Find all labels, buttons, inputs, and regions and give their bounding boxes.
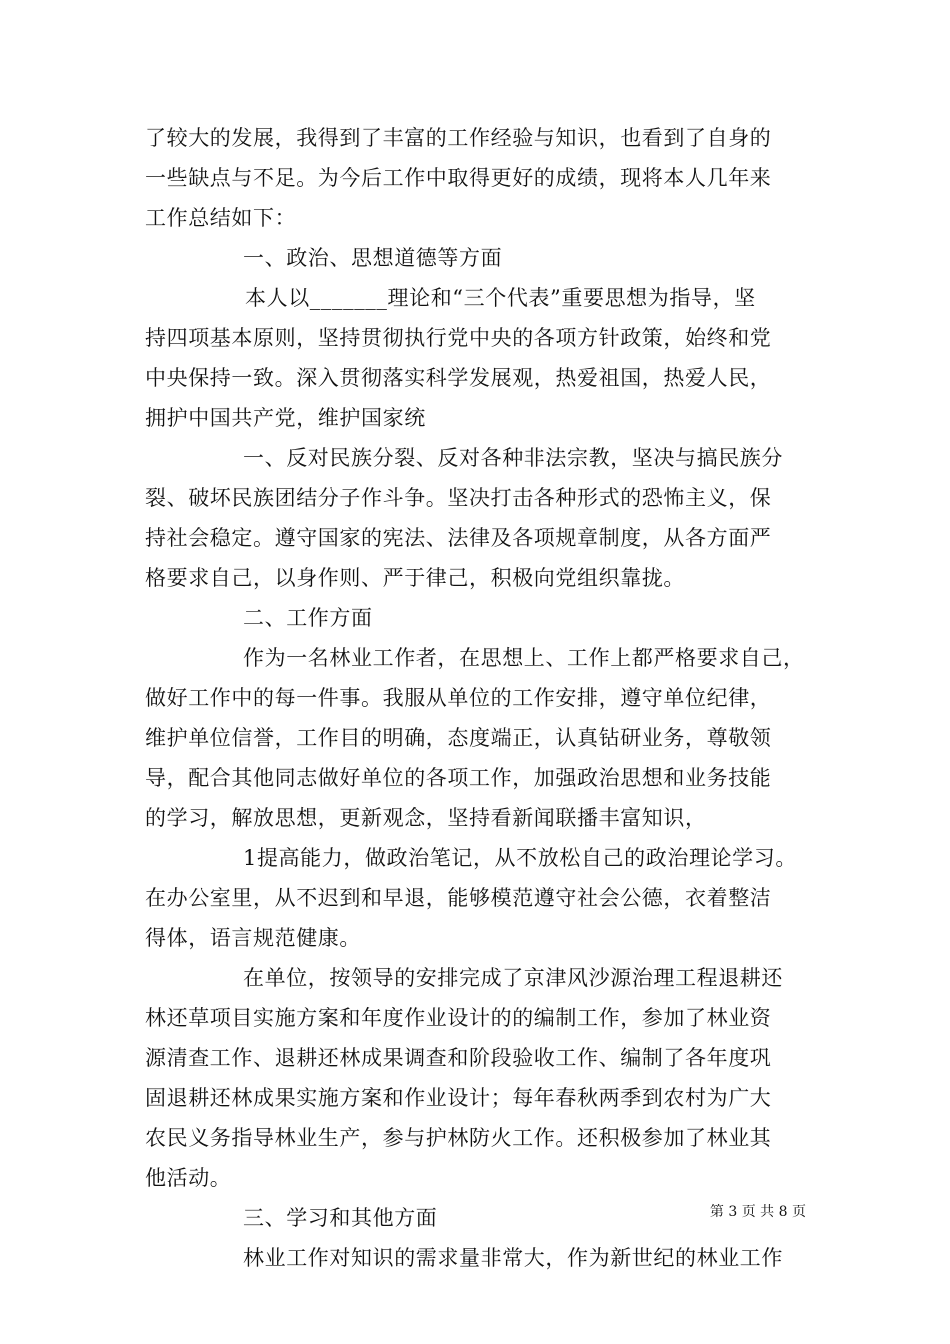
text-line-15: 做好工作中的每一件事。我服从单位的工作安排，遵守单位纪律， xyxy=(145,686,772,710)
text-line-16: 维护单位信誉，工作目的明确，态度端正，认真钻研业务，尊敬领 xyxy=(145,726,772,750)
text-line-12: 格要求自己，以身作则、严于律己，积极向党组织靠拢。 xyxy=(145,566,685,590)
text-line-29: 林业工作对知识的需求量非常大，作为新世纪的林业工作 xyxy=(243,1246,783,1270)
text-line-11: 持社会稳定。遵守国家的宪法、法律及各项规章制度，从各方面严 xyxy=(145,526,772,550)
text-line-6: 持四项基本原则，坚持贯彻执行党中央的各项方针政策，始终和党 xyxy=(145,326,772,350)
text-line-1: 了较大的发展，我得到了丰富的工作经验与知识，也看到了自身的 xyxy=(145,126,772,150)
text-line-7: 中央保持一致。深入贯彻落实科学发展观，热爱祖国，热爱人民， xyxy=(145,366,772,390)
text-line-23: 林还草项目实施方案和年度作业设计的的编制工作，参加了林业资 xyxy=(145,1006,772,1030)
text-line-10: 裂、破坏民族团结分子作斗争。坚决打击各种形式的恐怖主义，保 xyxy=(145,486,772,510)
section-heading-study: 三、学习和其他方面 xyxy=(243,1206,438,1230)
text-line-26: 农民义务指导林业生产，参与护林防火工作。还积极参加了林业其 xyxy=(145,1126,772,1150)
text-line-3: 工作总结如下： xyxy=(145,206,297,230)
section-heading-politics: 一、政治、思想道德等方面 xyxy=(243,246,503,270)
text-line-2: 一些缺点与不足。为今后工作中取得更好的成绩，现将本人几年来 xyxy=(145,166,772,190)
document-body xyxy=(145,118,825,1278)
text-line-9: 一、反对民族分裂、反对各种非法宗教，坚决与搞民族分 xyxy=(243,446,783,470)
text-line-8: 拥护中国共产党，维护国家统 xyxy=(145,406,426,430)
text-line-25: 固退耕还林成果实施方案和作业设计；每年春秋两季到农村为广大 xyxy=(145,1086,772,1110)
text-line-21: 得体，语言规范健康。 xyxy=(145,926,361,950)
page-number-footer: 第 3 页 共 8 页 xyxy=(709,1204,806,1220)
text-line-14: 作为一名林业工作者，在思想上、工作上都严格要求自己， xyxy=(243,646,805,670)
text-line-22: 在单位，按领导的安排完成了京津风沙源治理工程退耕还 xyxy=(243,966,783,990)
text-line-17: 导，配合其他同志做好单位的各项工作，加强政治思想和业务技能 xyxy=(145,766,772,790)
section-heading-work: 二、工作方面 xyxy=(243,606,373,630)
text-line-18: 的学习，解放思想，更新观念，坚持看新闻联播丰富知识， xyxy=(145,806,707,830)
text-line-24: 源清查工作、退耕还林成果调查和阶段验收工作、编制了各年度巩 xyxy=(145,1046,772,1070)
text-line-27: 他活动。 xyxy=(145,1166,232,1190)
text-line-5: 本人以_______理论和“三个代表”重要思想为指导，坚 xyxy=(245,286,756,310)
text-line-19: 1提高能力，做政治笔记，从不放松自己的政治理论学习。 xyxy=(243,846,797,870)
text-line-20: 在办公室里，从不迟到和早退，能够模范遵守社会公德，衣着整洁 xyxy=(145,886,772,910)
